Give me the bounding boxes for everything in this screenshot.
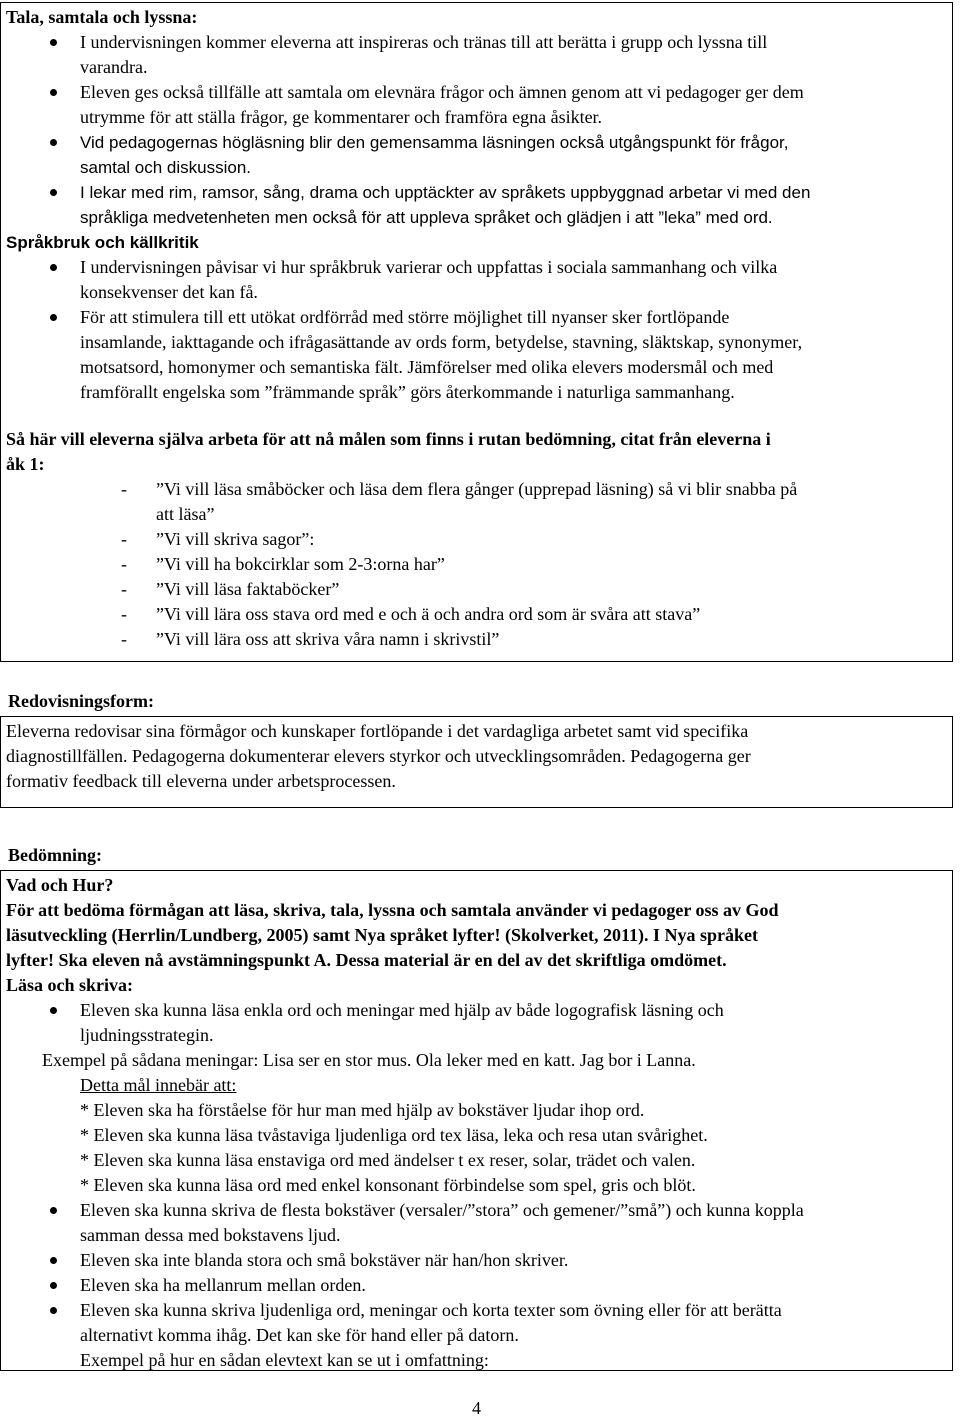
- redovisning-box: Eleverna redovisar sina förmågor och kunskaper fortlöpande i det vardagliga arbetet samt vid specifika diagnostillfällen. Pedagogerna dokumenterar elevers styrkor och utvecklingsområden. Pedagogerna ger formativ feedback till eleverna under arbetsprocessen.: [0, 716, 953, 808]
- exempel2-line: Exempel på hur en sådan elevtext kan se ut i omfattning:: [80, 1350, 489, 1370]
- students-heading-line: åk 1:: [6, 454, 45, 474]
- bedomning-bullet: Eleven ska kunna skriva de flesta bokstäver (versaler/”stora” och gemener/”små”) och kunna koppla samman dessa med bokstavens ljud.: [6, 1198, 947, 1248]
- bedomning-bullet: Eleven ska inte blanda stora och små bokstäver när han/hon skriver.: [6, 1248, 947, 1273]
- bedomning-box: Vad och Hur? För att bedöma förmågan att läsa, skriva, tala, lyssna och samtala använder vi pedagoger oss av God läsutveckling (Herrlin/Lundberg, 2005) samt Nya språket lyfter! (Skolverket, 2011). I Nya språket lyfter! Ska eleven nå avstämningspunkt A. Dessa material är en del av det skriftliga omdömet. Läsa och skriva: Eleven ska kunna läsa enkla ord och meningar med hjälp av både logografisk läsning och ljudningsstrategin. Exempel på sådana meningar: Lisa ser en stor mus. Ola leker med en katt. Jag bor i Lanna. Detta mål innebär att: * Eleven ska ha förståelse för hur man med hjälp av bokstäver ljudar ihop ord. * Eleven ska kunna läsa tvåstaviga ljudenliga ord tex läsa, leka och resa utan svårighet. * Eleven ska kunna läsa enstaviga ord med ändelser t ex reser, solar, trädet och valen. * Eleven ska kunna läsa ord med enkel konsonant förbindelse som spel, gris och blöt. Eleven ska kunna skriva de flesta bokstäver (versaler/”stora” och gemener/”små”) och kunna koppla samman dessa med bokstavens ljud. Eleven ska inte blanda stora och små bokstäver när han/hon skriver. Eleven ska ha mellanrum mellan orden. Eleven ska kunna skriva ljudenliga ord, meningar och korta texter som övning eller för att berätta alternativt komma ihåg. Det kan ske för hand eller på datorn. Exempel på hur en sådan elevtext kan se ut i omfattning:: [0, 870, 953, 1371]
- sprak-bullet: I undervisningen påvisar vi hur språkbruk varierar och uppfattas i sociala sammanhang och vilka konsekvenser det kan få.: [6, 255, 947, 305]
- bullet-dot-icon: [50, 139, 57, 146]
- bullet-dot-icon: [50, 1207, 57, 1214]
- bedomning-bullet: Eleven ska ha mellanrum mellan orden.: [6, 1273, 947, 1298]
- bullet-dot-icon: [50, 1282, 57, 1289]
- heading-tala: Tala, samtala och lyssna:: [6, 7, 198, 27]
- bedomning-bullet: Eleven ska kunna läsa enkla ord och meningar med hjälp av både logografisk läsning och ljudningsstrategin.: [6, 998, 947, 1048]
- quote-item: - ”Vi vill läsa faktaböcker”: [121, 579, 340, 599]
- bullet-dot-icon: [50, 1257, 57, 1264]
- bullet-dot-icon: [50, 39, 57, 46]
- quote-item: - ”Vi vill lära oss stava ord med e och ä och andra ord som är svåra att stava”: [121, 604, 701, 624]
- bullet-dot-icon: [50, 1307, 57, 1314]
- tala-bullet: I undervisningen kommer eleverna att inspireras och tränas till att berätta i grupp och lyssna till varandra.: [6, 30, 947, 80]
- star-item: * Eleven ska ha förståelse för hur man med hjälp av bokstäver ljudar ihop ord.: [80, 1100, 645, 1120]
- tala-bullet: Vid pedagogernas högläsning blir den gemensamma läsningen också utgångspunkt för frågor, samtal och diskussion.: [6, 130, 947, 180]
- star-item: * Eleven ska kunna läsa ord med enkel konsonant förbindelse som spel, gris och blöt.: [80, 1175, 696, 1195]
- heading-lasa-skriva: Läsa och skriva:: [6, 975, 134, 995]
- star-item: * Eleven ska kunna läsa enstaviga ord med ändelser t ex reser, solar, trädet och valen.: [80, 1150, 696, 1170]
- bullet-dot-icon: [50, 314, 57, 321]
- bullet-dot-icon: [50, 264, 57, 271]
- exempel-line: Exempel på sådana meningar: Lisa ser en stor mus. Ola leker med en katt. Jag bor i Lanna.: [42, 1050, 696, 1070]
- tala-bullet: I lekar med rim, ramsor, sång, drama och upptäckter av språkets uppbyggnad arbetar vi med den språkliga medvetenheten men också för att uppleva språket och glädjen i att ”leka” med ord.: [6, 180, 947, 230]
- quote-item: - ”Vi vill lära oss att skriva våra namn i skrivstil”: [121, 629, 500, 649]
- sprak-bullet: För att stimulera till ett utökat ordförråd med större möjlighet till nyanser sker fortlöpande insamlande, iakttagande och ifrågasättande av ords form, betydelse, stavning, släktskap, synonymer, motsatsord, homonymer och semantiska fält. Jämförelser med olika elevers modersmål och med framförallt engelska som ”främmande språk” görs återkommande i naturliga sammanhang.: [6, 305, 947, 405]
- students-heading-line: Så här vill eleverna själva arbeta för att nå målen som finns i rutan bedömning, citat från eleverna i: [6, 429, 771, 449]
- detta-mal: Detta mål innebär att:: [80, 1075, 237, 1095]
- heading-bedomning: Bedömning:: [8, 845, 103, 865]
- tala-section-box: [0, 2, 953, 662]
- bullet-dot-icon: [50, 189, 57, 196]
- quote-item: - ”Vi vill läsa småböcker och läsa dem flera gånger (upprepad läsning) så vi blir snabba på att läsa”: [121, 479, 798, 524]
- bullet-dot-icon: [50, 1007, 57, 1014]
- quote-item: - ”Vi vill ha bokcirklar som 2-3:orna har”: [121, 554, 445, 574]
- bullet-dot-icon: [50, 89, 57, 96]
- heading-redovisning: Redovisningsform:: [8, 691, 155, 711]
- bedomning-bullet: Eleven ska kunna skriva ljudenliga ord, meningar och korta texter som övning eller för att berätta alternativt komma ihåg. Det kan ske för hand eller på datorn.: [6, 1298, 947, 1348]
- star-item: * Eleven ska kunna läsa tvåstaviga ljudenliga ord tex läsa, leka och resa utan svårighet.: [80, 1125, 708, 1145]
- vad-och-hur: Vad och Hur?: [6, 875, 114, 895]
- page-number: 4: [472, 1398, 481, 1418]
- tala-bullet: Eleven ges också tillfälle att samtala om elevnära frågor och ämnen genom att vi pedagoger ger dem utrymme för att ställa frågor, ge kommentarer och framföra egna åsikter.: [6, 80, 947, 130]
- heading-sprakbruk: Språkbruk och källkritik: [6, 233, 199, 252]
- quote-item: - ”Vi vill skriva sagor”:: [121, 529, 315, 549]
